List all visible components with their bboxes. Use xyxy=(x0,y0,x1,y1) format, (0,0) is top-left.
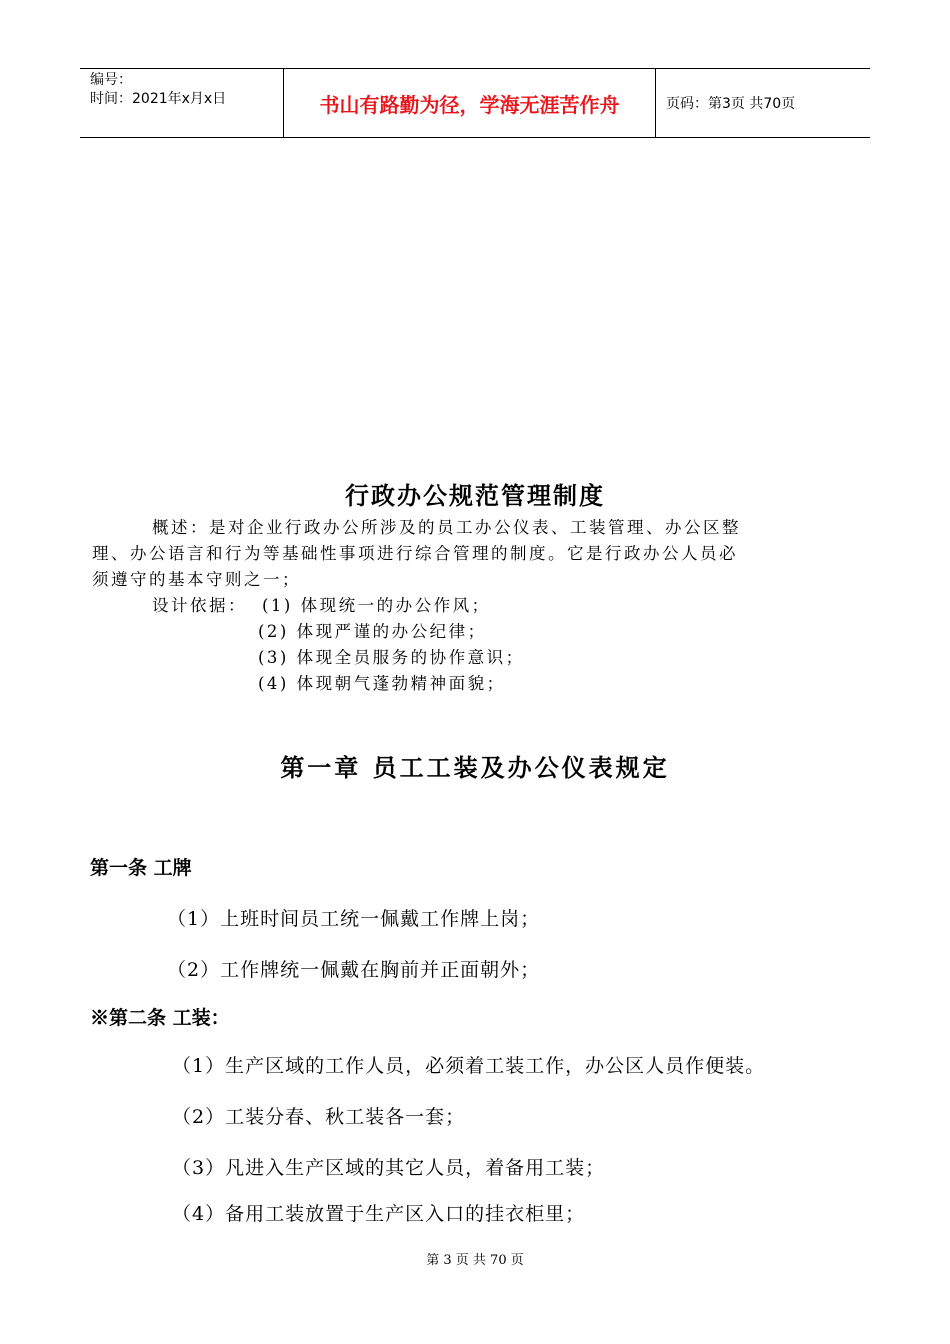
article-2-item-2: （2）工装分春、秋工装各一套； xyxy=(172,1106,466,1128)
page-footer: 第 3 页 共 70 页 xyxy=(426,1253,524,1268)
page-header xyxy=(80,68,870,138)
basis-item-1: (1) 体现统一的办公作风； xyxy=(262,596,491,615)
header-number: 编号： xyxy=(90,72,132,88)
article-1-item-1: （1）上班时间员工统一佩戴工作牌上岗； xyxy=(167,908,541,930)
basis-item-4: (4) 体现朝气蓬勃精神面貌； xyxy=(258,674,506,693)
overview-line-1: 概述：是对企业行政办公所涉及的员工办公仪表、工装管理、办公区整 xyxy=(152,518,741,537)
article-2-item-1: （1）生产区域的工作人员，必须着工装工作，办公区人员作便装。 xyxy=(172,1055,766,1077)
header-meta xyxy=(80,69,283,137)
chapter-title: 第一章 员工工装及办公仪表规定 xyxy=(280,753,670,782)
article-1-title: 第一条 工牌 xyxy=(90,857,192,879)
overview-line-3: 须遵守的基本守则之一； xyxy=(92,570,301,589)
header-time: 时间：2021年x月x日 xyxy=(90,91,227,107)
basis-label: 设计依据： xyxy=(152,596,247,615)
header-motto: 书山有路勤为径，学海无涯苦作舟 xyxy=(283,69,656,137)
article-2-title: ※第二条 工装： xyxy=(90,1007,230,1029)
header-page-info: 页码：第3页 共70页 xyxy=(666,96,796,112)
document-title: 行政办公规范管理制度 xyxy=(345,481,605,510)
article-2-item-3: （3）凡进入生产区域的其它人员，着备用工装； xyxy=(172,1157,606,1179)
overview-line-2: 理、办公语言和行为等基础性事项进行综合管理的制度。它是行政办公人员必 xyxy=(92,544,738,563)
article-1-item-2: （2）工作牌统一佩戴在胸前并正面朝外； xyxy=(167,959,541,981)
article-2-item-4: （4）备用工装放置于生产区入口的挂衣柜里； xyxy=(172,1203,586,1225)
basis-item-2: (2) 体现严谨的办公纪律； xyxy=(258,622,487,641)
basis-item-3: (3) 体现全员服务的协作意识； xyxy=(258,648,525,667)
